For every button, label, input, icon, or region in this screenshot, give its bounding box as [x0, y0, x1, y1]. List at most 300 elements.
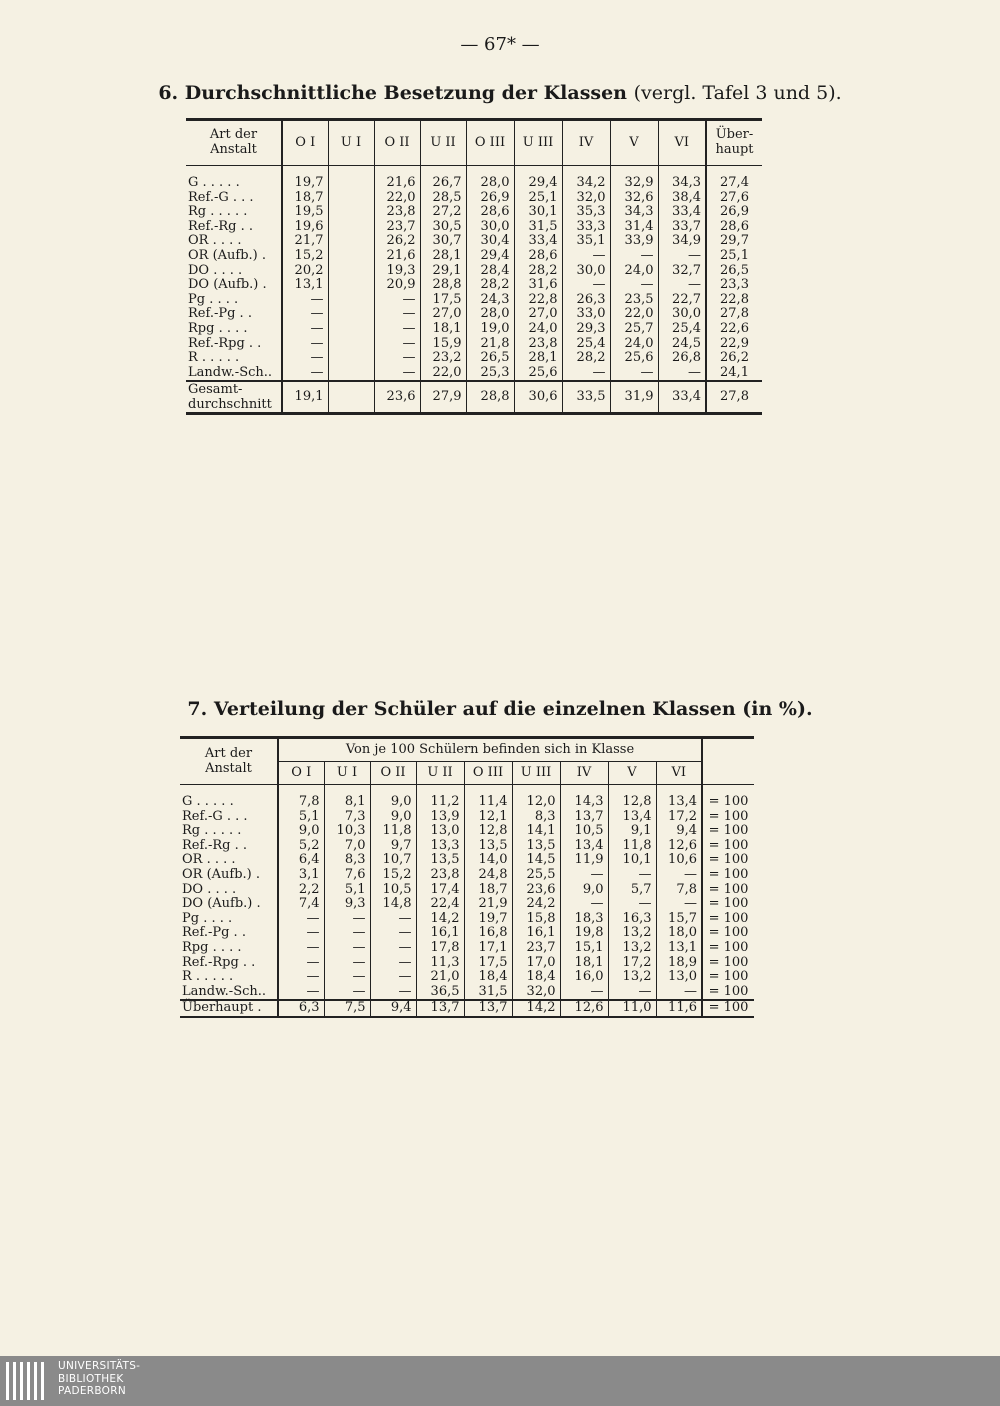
- table-row: [186, 191, 762, 206]
- value-cell: 21,6: [374, 249, 420, 264]
- value-cell: 25,5: [512, 868, 560, 883]
- value-cell: 5,2: [278, 839, 324, 854]
- table2-body: [180, 785, 754, 1017]
- value-cell: 7,8: [278, 795, 324, 810]
- row-label: Ref.-Pg . .: [182, 925, 246, 941]
- value-cell: 28,0: [466, 176, 514, 191]
- value-cell: 8,1: [324, 795, 370, 810]
- row-label: Rg . . . . .: [182, 823, 242, 839]
- value-cell: 9,1: [608, 824, 656, 839]
- value-cell: 26,9: [466, 191, 514, 206]
- value-cell: —: [324, 970, 370, 985]
- value-cell: 18,4: [512, 970, 560, 985]
- value-cell: —: [610, 366, 658, 382]
- table1-header-uii: U II: [420, 120, 466, 166]
- table-row: [186, 220, 762, 235]
- value-cell: 7,3: [324, 810, 370, 825]
- value-cell: 30,4: [466, 234, 514, 249]
- table1-title: [0, 82, 1000, 104]
- value-cell: 28,2: [466, 278, 514, 293]
- value-cell: —: [374, 366, 420, 382]
- row-label: G . . . . .: [188, 175, 240, 190]
- empty-cell: [328, 381, 374, 414]
- value-cell: 26,2: [374, 234, 420, 249]
- value-cell: 9,0: [278, 824, 324, 839]
- empty-cell: [328, 220, 374, 235]
- table1: [186, 118, 762, 415]
- value-cell: —: [370, 941, 416, 956]
- table1-header-ui: U I: [328, 120, 374, 166]
- value-cell: 16,8: [464, 926, 512, 941]
- value-cell: 36,5: [416, 985, 464, 1001]
- value-cell: 13,5: [416, 853, 464, 868]
- value-cell: 11,8: [608, 839, 656, 854]
- value-cell: 11,9: [560, 853, 608, 868]
- value-cell: —: [562, 366, 610, 382]
- value-cell: —: [374, 337, 420, 352]
- value-cell: 34,3: [658, 176, 706, 191]
- empty-cell: [328, 191, 374, 206]
- value-cell: —: [282, 337, 328, 352]
- table-row: [180, 795, 754, 810]
- table2-header-oiii: O III: [464, 762, 512, 785]
- value-cell: 17,5: [464, 956, 512, 971]
- value-cell: 13,7: [464, 1000, 512, 1017]
- value-cell: —: [370, 912, 416, 927]
- row-label: G . . . . .: [182, 794, 234, 809]
- value-cell: 18,0: [656, 926, 702, 941]
- value-cell: 23,8: [416, 868, 464, 883]
- value-cell: 30,1: [514, 205, 562, 220]
- value-cell: 24,2: [512, 897, 560, 912]
- value-cell: —: [560, 868, 608, 883]
- value-cell: 5,1: [324, 883, 370, 898]
- table2-header-ui: U I: [324, 762, 370, 785]
- value-cell: 24,0: [610, 264, 658, 279]
- value-cell: —: [370, 970, 416, 985]
- value-cell: 26,3: [562, 293, 610, 308]
- value-cell: —: [658, 249, 706, 264]
- table-row: [180, 839, 754, 854]
- table-row: [180, 883, 754, 898]
- value-cell: 32,9: [610, 176, 658, 191]
- table1-header-art: Art der Anstalt: [186, 120, 282, 166]
- table1-header-row: [186, 120, 762, 166]
- value-cell: 26,7: [420, 176, 466, 191]
- value-cell: 10,1: [608, 853, 656, 868]
- value-cell: 25,6: [610, 351, 658, 366]
- value-cell: —: [282, 322, 328, 337]
- value-cell: 13,7: [560, 810, 608, 825]
- total-cell: = 100: [702, 824, 754, 839]
- value-cell: 30,0: [466, 220, 514, 235]
- value-cell: 13,2: [608, 926, 656, 941]
- row-label: Pg . . . .: [188, 291, 239, 307]
- value-cell: 10,6: [656, 853, 702, 868]
- value-cell: 23,8: [514, 337, 562, 352]
- value-cell: 20,2: [282, 264, 328, 279]
- value-cell: 17,8: [416, 941, 464, 956]
- library-name-line3: PADERBORN: [58, 1385, 126, 1397]
- table2-header-v: V: [608, 762, 656, 785]
- row-label: Rpg . . . .: [188, 320, 248, 336]
- table-row: [186, 249, 762, 264]
- value-cell: 15,1: [560, 941, 608, 956]
- empty-cell: [328, 278, 374, 293]
- value-cell: 7,5: [324, 1000, 370, 1017]
- row-label: DO (Aufb.) .: [188, 277, 267, 293]
- value-cell: —: [282, 351, 328, 366]
- value-cell: 6,4: [278, 853, 324, 868]
- library-logo-icon: [6, 1362, 50, 1400]
- total-cell: 28,6: [706, 220, 762, 235]
- library-name-line1: UNIVERSITÄTS-: [58, 1360, 141, 1372]
- total-cell: 27,8: [706, 307, 762, 322]
- table2-title: 7. Verteilung der Schüler auf die einzelnen Klassen (in %).: [187, 698, 813, 720]
- value-cell: —: [608, 868, 656, 883]
- value-cell: 13,2: [608, 970, 656, 985]
- value-cell: —: [560, 985, 608, 1001]
- total-cell: 22,9: [706, 337, 762, 352]
- value-cell: 9,0: [560, 883, 608, 898]
- value-cell: 13,7: [416, 1000, 464, 1017]
- value-cell: 28,8: [466, 381, 514, 414]
- table1-title-paren: (vergl. Tafel 3 und 5).: [633, 82, 842, 104]
- value-cell: 11,3: [416, 956, 464, 971]
- row-label: Landw.-Sch..: [182, 983, 267, 999]
- table2-header-uii: U II: [416, 762, 464, 785]
- total-cell: 23,3: [706, 278, 762, 293]
- value-cell: 28,6: [514, 249, 562, 264]
- value-cell: 17,5: [420, 293, 466, 308]
- value-cell: 28,6: [466, 205, 514, 220]
- value-cell: 12,6: [656, 839, 702, 854]
- value-cell: —: [560, 897, 608, 912]
- table-row: [180, 810, 754, 825]
- value-cell: 31,9: [610, 381, 658, 414]
- table1-header-uiii: U III: [514, 120, 562, 166]
- value-cell: 13,3: [416, 839, 464, 854]
- value-cell: 19,6: [282, 220, 328, 235]
- value-cell: 13,0: [656, 970, 702, 985]
- row-label: Überhaupt .: [180, 1000, 278, 1017]
- row-label: OR (Aufb.) .: [182, 866, 261, 882]
- value-cell: 25,4: [562, 337, 610, 352]
- value-cell: 32,0: [562, 191, 610, 206]
- value-cell: 5,7: [608, 883, 656, 898]
- value-cell: 20,9: [374, 278, 420, 293]
- value-cell: 29,3: [562, 322, 610, 337]
- library-name: [58, 1360, 140, 1398]
- value-cell: 17,0: [512, 956, 560, 971]
- value-cell: 33,3: [562, 220, 610, 235]
- value-cell: 11,4: [464, 795, 512, 810]
- value-cell: 17,2: [608, 956, 656, 971]
- table2-header-oi: O I: [278, 762, 324, 785]
- value-cell: 19,7: [282, 176, 328, 191]
- table2-summary-row: [180, 1000, 754, 1017]
- value-cell: 21,8: [466, 337, 514, 352]
- value-cell: 3,1: [278, 868, 324, 883]
- value-cell: 17,1: [464, 941, 512, 956]
- value-cell: —: [370, 956, 416, 971]
- table2-header-oii: O II: [370, 762, 416, 785]
- value-cell: 33,4: [658, 205, 706, 220]
- table1-header-v: V: [610, 120, 658, 166]
- value-cell: 29,4: [466, 249, 514, 264]
- value-cell: 11,2: [416, 795, 464, 810]
- row-label: Rpg . . . .: [182, 939, 242, 955]
- table-row: [180, 912, 754, 927]
- value-cell: 33,4: [658, 381, 706, 414]
- table-row: [180, 970, 754, 985]
- value-cell: 13,5: [512, 839, 560, 854]
- value-cell: 38,4: [658, 191, 706, 206]
- value-cell: 34,3: [610, 205, 658, 220]
- value-cell: 25,7: [610, 322, 658, 337]
- total-cell: = 100: [702, 839, 754, 854]
- value-cell: 25,4: [658, 322, 706, 337]
- value-cell: —: [658, 366, 706, 382]
- value-cell: 28,1: [420, 249, 466, 264]
- total-cell: 26,2: [706, 351, 762, 366]
- table1-body: [186, 166, 762, 414]
- value-cell: 14,2: [512, 1000, 560, 1017]
- value-cell: 30,0: [658, 307, 706, 322]
- table2-header-iv: IV: [560, 762, 608, 785]
- table-row: [186, 366, 762, 382]
- table2-header-span: Von je 100 Schülern befinden sich in Klasse: [278, 738, 702, 762]
- value-cell: 34,2: [562, 176, 610, 191]
- value-cell: 18,3: [560, 912, 608, 927]
- value-cell: 32,0: [512, 985, 560, 1001]
- value-cell: 16,3: [608, 912, 656, 927]
- value-cell: 23,2: [420, 351, 466, 366]
- row-label: Ref.-Rpg . .: [182, 954, 256, 970]
- empty-cell: [328, 351, 374, 366]
- value-cell: 27,2: [420, 205, 466, 220]
- value-cell: 11,8: [370, 824, 416, 839]
- value-cell: 33,0: [562, 307, 610, 322]
- table1-spacer-cell: [328, 166, 374, 177]
- value-cell: 14,2: [416, 912, 464, 927]
- value-cell: 24,0: [514, 322, 562, 337]
- value-cell: —: [656, 985, 702, 1001]
- table-row: [186, 176, 762, 191]
- table2-header-uiii: U III: [512, 762, 560, 785]
- table-row: [180, 941, 754, 956]
- table-row: [186, 264, 762, 279]
- value-cell: 19,7: [464, 912, 512, 927]
- value-cell: —: [282, 293, 328, 308]
- value-cell: 15,2: [282, 249, 328, 264]
- total-cell: = 100: [702, 970, 754, 985]
- value-cell: —: [656, 868, 702, 883]
- value-cell: 13,1: [656, 941, 702, 956]
- value-cell: 23,7: [512, 941, 560, 956]
- table-row: [180, 956, 754, 971]
- table1-title-main: 6. Durchschnittliche Besetzung der Klassen: [158, 82, 627, 104]
- value-cell: 19,5: [282, 205, 328, 220]
- table1-summary-row: [186, 381, 762, 414]
- total-cell: = 100: [702, 868, 754, 883]
- value-cell: —: [370, 985, 416, 1001]
- table-row: [180, 824, 754, 839]
- value-cell: —: [324, 956, 370, 971]
- value-cell: 23,5: [610, 293, 658, 308]
- value-cell: 22,4: [416, 897, 464, 912]
- value-cell: 28,2: [562, 351, 610, 366]
- total-cell: = 100: [702, 795, 754, 810]
- value-cell: 31,4: [610, 220, 658, 235]
- value-cell: 33,4: [514, 234, 562, 249]
- library-footer: [0, 1356, 1000, 1406]
- total-cell: = 100: [702, 810, 754, 825]
- value-cell: —: [324, 926, 370, 941]
- value-cell: 9,4: [370, 1000, 416, 1017]
- empty-cell: [328, 366, 374, 382]
- value-cell: 33,9: [610, 234, 658, 249]
- value-cell: 13,4: [656, 795, 702, 810]
- empty-cell: [328, 322, 374, 337]
- row-label: Landw.-Sch..: [188, 364, 273, 380]
- value-cell: 2,2: [278, 883, 324, 898]
- empty-cell: [328, 176, 374, 191]
- table-row: [186, 307, 762, 322]
- total-cell: 27,4: [706, 176, 762, 191]
- table2-header-span-row: [180, 738, 754, 762]
- total-cell: = 100: [702, 926, 754, 941]
- value-cell: 7,4: [278, 897, 324, 912]
- row-label: OR . . . .: [188, 233, 242, 249]
- value-cell: 31,5: [514, 220, 562, 235]
- value-cell: 12,8: [464, 824, 512, 839]
- value-cell: 28,4: [466, 264, 514, 279]
- value-cell: 9,3: [324, 897, 370, 912]
- value-cell: 18,1: [560, 956, 608, 971]
- value-cell: 10,3: [324, 824, 370, 839]
- value-cell: —: [278, 956, 324, 971]
- value-cell: —: [374, 307, 420, 322]
- value-cell: 33,7: [658, 220, 706, 235]
- total-cell: = 100: [702, 941, 754, 956]
- value-cell: —: [324, 985, 370, 1001]
- empty-cell: [328, 293, 374, 308]
- value-cell: 13,4: [608, 810, 656, 825]
- value-cell: 23,7: [374, 220, 420, 235]
- value-cell: 12,8: [608, 795, 656, 810]
- total-cell: 26,9: [706, 205, 762, 220]
- row-label: DO (Aufb.) .: [182, 896, 261, 912]
- empty-cell: [328, 337, 374, 352]
- value-cell: 30,0: [562, 264, 610, 279]
- table-row: [186, 337, 762, 352]
- table-row: [186, 322, 762, 337]
- row-label: OR (Aufb.) .: [188, 247, 267, 263]
- value-cell: 29,1: [420, 264, 466, 279]
- value-cell: 33,5: [562, 381, 610, 414]
- row-label: Pg . . . .: [182, 910, 233, 926]
- value-cell: 24,8: [464, 868, 512, 883]
- row-label: DO . . . .: [182, 881, 237, 897]
- empty-cell: [328, 205, 374, 220]
- table-row: [180, 853, 754, 868]
- value-cell: 7,0: [324, 839, 370, 854]
- value-cell: 27,9: [420, 381, 466, 414]
- value-cell: 18,4: [464, 970, 512, 985]
- value-cell: —: [656, 897, 702, 912]
- value-cell: 24,0: [610, 337, 658, 352]
- table-row: [186, 205, 762, 220]
- value-cell: 35,3: [562, 205, 610, 220]
- value-cell: —: [610, 249, 658, 264]
- empty-cell: [328, 307, 374, 322]
- value-cell: 16,1: [416, 926, 464, 941]
- total-cell: 27,8: [706, 381, 762, 414]
- row-label: Ref.-Rpg . .: [188, 335, 262, 351]
- total-cell: 26,5: [706, 264, 762, 279]
- value-cell: 22,7: [658, 293, 706, 308]
- value-cell: 17,4: [416, 883, 464, 898]
- value-cell: 18,7: [282, 191, 328, 206]
- value-cell: 9,0: [370, 810, 416, 825]
- value-cell: —: [610, 278, 658, 293]
- value-cell: 19,3: [374, 264, 420, 279]
- library-name-line2: BIBLIOTHEK: [58, 1372, 124, 1385]
- value-cell: 16,1: [512, 926, 560, 941]
- value-cell: 30,5: [420, 220, 466, 235]
- value-cell: 18,1: [420, 322, 466, 337]
- value-cell: 11,6: [656, 1000, 702, 1017]
- value-cell: —: [282, 307, 328, 322]
- value-cell: 13,1: [282, 278, 328, 293]
- row-label: Ref.-Pg . .: [188, 306, 252, 322]
- value-cell: 9,4: [656, 824, 702, 839]
- table1-header-iv: IV: [562, 120, 610, 166]
- value-cell: —: [324, 912, 370, 927]
- value-cell: 14,0: [464, 853, 512, 868]
- value-cell: 7,8: [656, 883, 702, 898]
- total-cell: 24,1: [706, 366, 762, 382]
- value-cell: 25,6: [514, 366, 562, 382]
- value-cell: 18,7: [464, 883, 512, 898]
- value-cell: 35,1: [562, 234, 610, 249]
- value-cell: —: [374, 293, 420, 308]
- value-cell: 11,0: [608, 1000, 656, 1017]
- table-row: [180, 897, 754, 912]
- table-row: [180, 985, 754, 1001]
- row-label: Ref.-G . . .: [188, 189, 254, 205]
- value-cell: 23,6: [374, 381, 420, 414]
- table1-header-oi: O I: [282, 120, 328, 166]
- value-cell: 13,5: [464, 839, 512, 854]
- value-cell: 21,7: [282, 234, 328, 249]
- value-cell: —: [374, 322, 420, 337]
- empty-cell: [328, 234, 374, 249]
- table2-header-total: [702, 738, 754, 785]
- value-cell: 10,5: [370, 883, 416, 898]
- table-row: [180, 926, 754, 941]
- total-cell: = 100: [702, 912, 754, 927]
- value-cell: 26,5: [466, 351, 514, 366]
- value-cell: 22,0: [610, 307, 658, 322]
- value-cell: 22,8: [514, 293, 562, 308]
- value-cell: 13,0: [416, 824, 464, 839]
- total-cell: 27,6: [706, 191, 762, 206]
- table-row: [180, 868, 754, 883]
- row-label: OR . . . .: [182, 852, 236, 868]
- value-cell: —: [278, 941, 324, 956]
